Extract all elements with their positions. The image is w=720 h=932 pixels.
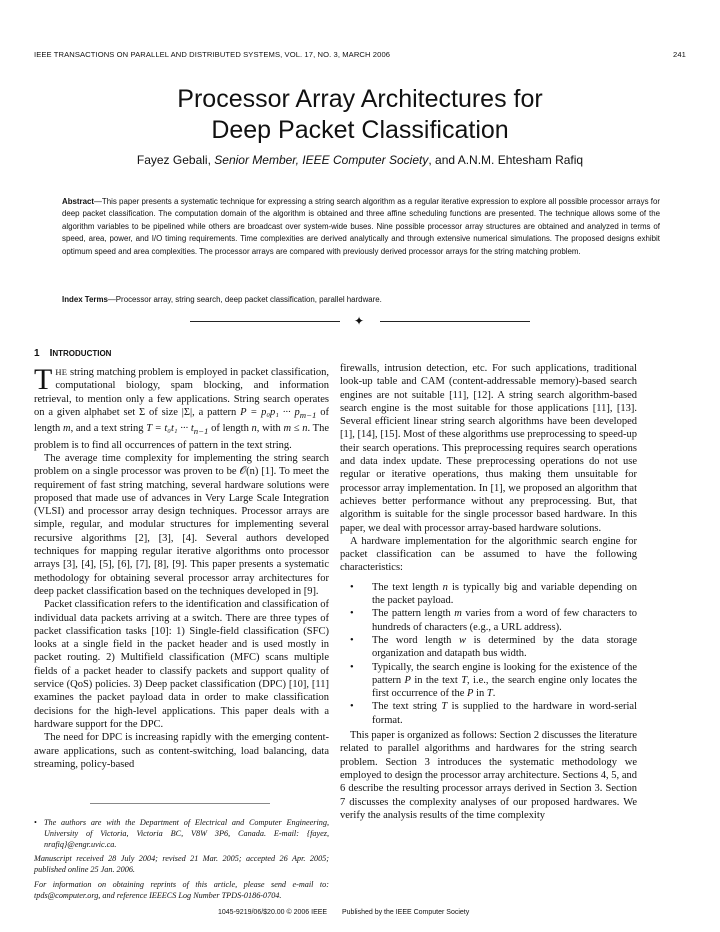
footnotes — [34, 818, 329, 906]
section-divider — [190, 314, 530, 328]
title-line-1: Processor Array Architectures for — [177, 85, 543, 113]
math-var: T — [486, 688, 493, 700]
text-run: The word length — [372, 634, 459, 646]
divider-line-left — [190, 321, 340, 322]
math-var: m — [454, 608, 462, 620]
drop-cap: T — [34, 363, 53, 396]
list-item — [340, 581, 637, 608]
paper-title — [60, 84, 660, 146]
list-item — [340, 661, 637, 701]
math-run: P = p₀p₁ ··· p — [240, 406, 300, 418]
characteristics-list — [340, 581, 637, 727]
intro-paragraph-7: This paper is organized as follows: Section 2 discusses the literature related to parallel algorithms and hardwares for the string search problem. Section 3 introduces the systematic methodology we employed to design the processor array architecture. Sections 4, 5, and 6 describe the resulting processor arrays derived in Section 3. Section 7 discusses the complexity analyses of our proposed hardwares. We verify the analysis results of the time complexity — [340, 730, 637, 821]
journal-header: IEEE TRANSACTIONS ON PARALLEL AND DISTRIBUTED SYSTEMS, VOL. 17, NO. 3, MARCH 2006 — [34, 50, 391, 59]
intro-paragraph-3: Packet classification refers to the identification and classification of individual data packets arriving at a switch. There are three types of packet classification tasks [10]: 1) Single-field classification (SFC) looks at a single field in the packet header and is used mostly in packet routing. 2) Multifield classification (MFC) scans multiple fields of a packet header to classify packets and support quality of service (QoS) policies. 3) Deep packet classification (DPC) [10], [11] examines the packet payload data in order to make classification decisions for the high-level applications. This paper deals with a hardware support for the DPC. — [34, 599, 329, 730]
section-heading — [34, 348, 111, 359]
text-run: The pattern length — [372, 608, 455, 620]
math-var: n — [251, 423, 257, 435]
footnote-received: Manuscript received 28 July 2004; revised 21 Mar. 2005; accepted 26 Apr. 2005; published online 25 Jan. 2006. — [34, 854, 329, 875]
list-item — [340, 607, 637, 634]
footnote-reprints: For information on obtaining reprints of this article, please send e-mail to: tpds@computer.org, and reference IEEECS Log Number TPDS-0186-0704. — [34, 879, 329, 900]
page-number: 241 — [673, 50, 686, 59]
smallcaps-word: HE — [55, 367, 68, 377]
section-title-rest: NTRODUCTION — [52, 349, 112, 358]
section-number: 1 — [34, 348, 40, 359]
running-header — [34, 50, 686, 64]
text-run: varies from a word of few characters to hundreds of characters (e.g., a URL address). — [372, 608, 637, 633]
text-run: , i.e., the search engine only locates the first occurrence of the — [372, 674, 637, 700]
math-var: m — [62, 423, 71, 435]
math-var: n — [442, 581, 448, 593]
diamond-icon: ✦ — [354, 314, 365, 328]
math-var: T — [441, 701, 448, 713]
footnote-rule — [90, 803, 270, 804]
footer-publisher: Published by the IEEE Computer Society — [342, 909, 470, 916]
index-terms-lead: Index Terms — [62, 295, 108, 304]
index-terms-text: —Processor array, string search, deep packet classification, parallel hardware. — [107, 295, 382, 304]
text-run: . — [492, 688, 496, 700]
author-role: Senior Member, IEEE Computer Society — [214, 153, 429, 167]
text-run: is supplied to the hardware in word-serial format. — [372, 701, 637, 726]
text-run: , and a text string — [70, 423, 147, 435]
right-column — [340, 362, 637, 822]
text-run: The text length — [372, 581, 443, 593]
list-item — [340, 700, 637, 727]
text-run: in — [473, 688, 487, 700]
math-var: P — [404, 674, 411, 686]
abstract-text: —This paper presents a systematic technique for expressing a string search algorithm as a regular iterative expression to explore all possible processor arrays for deep packet classification. The computation domain of the algorithm is obtained and three affine scheduling functions are presented. The technique allows some of the algorithm variables to be pipelined while others are broadcast over system-wide buses. Nine possible processor array structures are obtained and analyzed in terms of speed, area, power, and I/O timing requirements. Time complexities are derived analytically and through extensive numerical simulations. The proposed designs exhibit optimum speed and area complexities. The processor arrays are compared with previously derived processor arrays for the string matching problem. — [62, 197, 660, 256]
intro-paragraph-4: The need for DPC is increasing rapidly with the emerging content-aware applications, such as content-switching, load balancing, data streaming, policy-based — [34, 732, 329, 770]
left-column — [34, 363, 330, 771]
text-run: of length — [34, 406, 329, 435]
abstract-lead: Abstract — [62, 197, 95, 206]
author-line — [40, 153, 680, 167]
text-run: string matching problem is employed in packet classification, computational biology, spam blocking, and information retrieval, to mention only a few applications. String search operates on a given alphabet set Σ of size |Σ|, a pattern — [34, 367, 329, 418]
list-item — [340, 634, 637, 661]
math-sub: n−1 — [193, 426, 209, 437]
footer-copyright: 1045-9219/06/$20.00 © 2006 IEEE — [218, 909, 328, 916]
title-line-2: Deep Packet Classification — [211, 116, 509, 144]
math-var: P — [467, 688, 474, 700]
text-run: Typically, the search engine is looking for the existence of the pattern — [372, 661, 637, 686]
math-var: T — [461, 674, 468, 686]
intro-paragraph-5: firewalls, intrusion detection, etc. For such applications, traditional look-up table and CAM (content-addressable memory)-based search engines are not suitable [11], [12]. A string search algorithm-based search engine is the most suitable for those applications [11], [13]. Several efficient linear string search algorithms have been developed [1], [14], [15]. Most of these algorithms use preprocessing to speed-up their search operations. This preprocessing requires search operations and data index update. These preprocessing operations do not use regular or iterative operations, thus making them unsuitable for processor array implementation. In [1], we proposed an algorithm that achieves better performance without any preprocessing. But, that algorithm is suitable for the single processor based hardware. In this paper, we deal with processor array-based hardware solutions. — [340, 363, 637, 534]
intro-paragraph-1 — [34, 363, 330, 452]
text-run: . The problem is to find all occurrences of pattern in the text string. — [34, 423, 330, 451]
text-run: in the text — [410, 674, 462, 686]
text-run: The text string — [372, 701, 442, 713]
author-name-1: Fayez Gebali, — [136, 153, 211, 167]
index-terms — [62, 294, 660, 306]
math-run: T = t₀t₁ ··· t — [146, 423, 194, 435]
author-name-2: , and A.N.M. Ehtesham Rafiq — [428, 153, 584, 167]
math-var: m ≤ n — [283, 423, 308, 435]
text-run: of length — [208, 423, 252, 435]
divider-line-right — [380, 321, 530, 322]
math-sub: m−1 — [299, 409, 317, 420]
intro-paragraph-2: The average time complexity for implementing the string search problem on a single processor was proven to be 𝒪(n) [1]. To meet the requirement of fast string matching, several hardware solutions were proposed that made use of advances in Very Large Scale Integration (VLSI) and processor array design techniques. Processor arrays are simple, regular, and modular structures for implementing several recursive algorithms [2], [3], [4]. Several authors developed techniques for mapping regular iterative algorithms onto processor arrays [3], [4], [5], [6], [7], [8], [9]. This paper presents a systematic methodology for obtaining several processor array architectures for deep packet classification based on the techniques developed in [9]. — [34, 452, 329, 597]
text-run: is determined by the data storage organization and datapath bus width. — [372, 634, 637, 660]
section-title-initial: I — [49, 348, 53, 359]
math-var: w — [458, 634, 466, 646]
footnote-affiliation: • The authors are with the Department of Electrical and Computer Engineering, University of Victoria, Victoria BC, V8W 3P6, Canada. E-mail: {fayez, nrafiq}@engr.uvic.ca. — [34, 818, 329, 850]
text-run: , with — [256, 423, 284, 435]
intro-paragraph-6: A hardware implementation for the algorithmic search engine for packet classification can be assumed to have the following characteristics: — [340, 535, 637, 574]
abstract — [62, 196, 660, 258]
text-run: is typically big and variable depending on the packet payload. — [372, 581, 637, 607]
